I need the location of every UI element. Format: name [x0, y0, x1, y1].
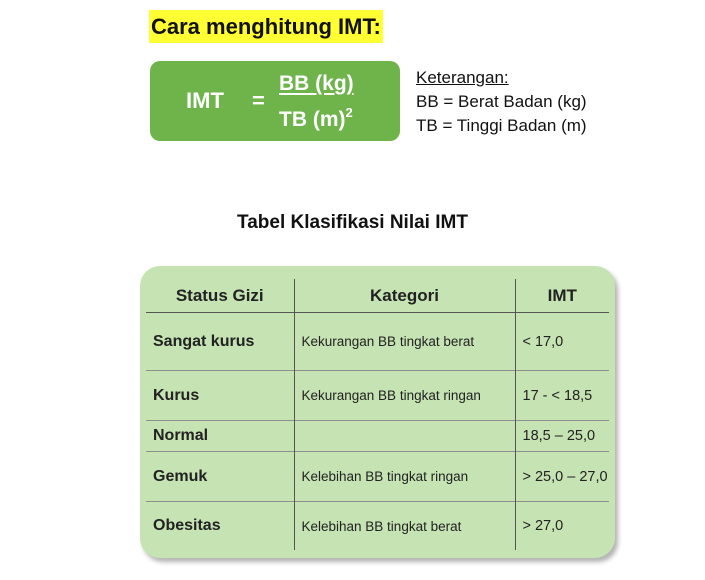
cell-kategori: Kelebihan BB tingkat ringan	[294, 452, 515, 502]
formula-lhs: IMT	[186, 88, 224, 113]
cell-status: Gemuk	[146, 452, 294, 502]
legend-notes	[416, 66, 587, 138]
formula-numerator: BB (kg)	[279, 72, 354, 95]
cell-imt: 18,5 – 25,0	[515, 421, 609, 452]
cell-imt: > 27,0	[515, 502, 609, 551]
cell-imt: < 17,0	[515, 313, 609, 371]
formula-denominator-text: TB (m)	[279, 108, 346, 131]
cell-imt: > 25,0 – 27,0	[515, 452, 609, 502]
classification-table	[146, 279, 609, 550]
cell-kategori	[294, 421, 515, 452]
formula-exponent: 2	[345, 105, 353, 120]
cell-imt: 17 - < 18,5	[515, 371, 609, 421]
notes-heading: Keterangan:	[416, 68, 509, 87]
header-imt: IMT	[515, 279, 609, 313]
cell-kategori: Kelebihan BB tingkat berat	[294, 502, 515, 551]
cell-kategori: Kekurangan BB tingkat berat	[294, 313, 515, 371]
cell-status: Obesitas	[146, 502, 294, 551]
table-row	[146, 421, 609, 452]
page-title: Cara menghitung IMT:	[149, 10, 383, 43]
formula-denominator	[279, 105, 353, 132]
table-row	[146, 313, 609, 371]
table-header-row	[146, 279, 609, 313]
classification-table-card	[140, 266, 615, 558]
formula-equals: =	[252, 88, 265, 113]
notes-line-tb: TB = Tinggi Badan (m)	[416, 116, 587, 135]
cell-status: Sangat kurus	[153, 332, 255, 350]
table-row	[146, 452, 609, 502]
cell-status: Kurus	[146, 371, 294, 421]
table-row	[146, 371, 609, 421]
header-status-gizi: Status Gizi	[146, 279, 294, 313]
header-kategori: Kategori	[294, 279, 515, 313]
table-title: Tabel Klasifikasi Nilai IMT	[237, 212, 468, 233]
table-row	[146, 502, 609, 551]
notes-line-bb: BB = Berat Badan (kg)	[416, 92, 587, 111]
imt-formula-box	[150, 61, 400, 141]
cell-kategori: Kekurangan BB tingkat ringan	[294, 371, 515, 421]
cell-status: Normal	[146, 421, 294, 452]
